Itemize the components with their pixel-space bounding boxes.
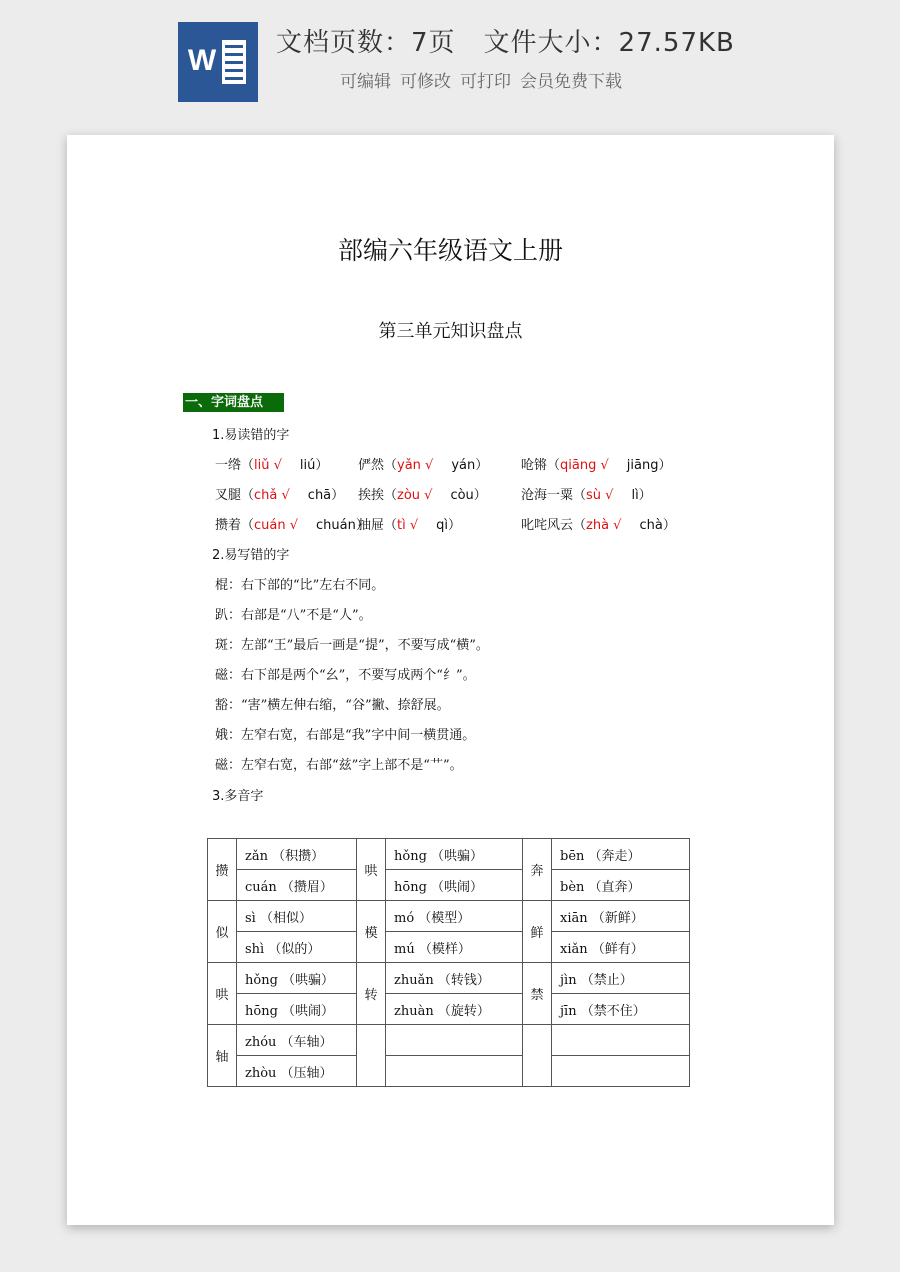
polyphone-table <box>207 838 690 1087</box>
correct-pinyin: zhà √ <box>586 518 622 533</box>
polyphone-char: 哄 <box>357 839 386 901</box>
polyphone-reading: hōng （哄闹） <box>386 870 523 901</box>
document-page <box>67 135 834 1225</box>
polyphone-reading <box>386 1025 523 1056</box>
table-row <box>208 839 690 870</box>
polyphone-char <box>523 1025 552 1087</box>
feature-modifiable: 可修改 <box>400 72 451 92</box>
polyphone-reading: hǒng （哄骗） <box>237 963 357 994</box>
polyphone-reading: hǒng （哄骗） <box>386 839 523 870</box>
feature-member-download: 会员免费下载 <box>520 72 622 92</box>
polyphone-reading: jìn （禁止） <box>552 963 690 994</box>
misread-word: 挨挨（ <box>358 488 398 503</box>
correct-pinyin: sù √ <box>586 488 614 503</box>
miswritten-line: 豁：“害”横左伸右缩，“谷”撇、捺舒展。 <box>215 698 450 713</box>
polyphone-reading: bēn （奔走） <box>552 839 690 870</box>
misread-item <box>521 514 676 533</box>
misread-word: 俨然（ <box>358 458 398 473</box>
polyphone-char <box>357 1025 386 1087</box>
feature-printable: 可打印 <box>460 72 511 92</box>
polyphone-char: 攒 <box>208 839 237 901</box>
polyphone-reading: zhòu （压轴） <box>237 1056 357 1087</box>
correct-pinyin: tì √ <box>397 518 419 533</box>
correct-pinyin: zòu √ <box>397 488 433 503</box>
polyphone-reading: mú （模样） <box>386 932 523 963</box>
miswritten-line: 趴：右部是“八”不是“人”。 <box>215 608 372 623</box>
polyphone-reading: zǎn （积攒） <box>237 839 357 870</box>
table-row <box>208 994 690 1025</box>
misread-word: 抽屉（ <box>358 518 398 533</box>
correct-pinyin: qiāng √ <box>560 458 609 473</box>
wrong-pinyin: jiāng） <box>626 458 672 473</box>
polyphone-char: 模 <box>357 901 386 963</box>
download-banner <box>0 0 900 120</box>
misread-item <box>521 484 652 503</box>
subheading-misread: 1.易读错的字 <box>212 428 290 443</box>
polyphone-reading: zhuǎn （转钱） <box>386 963 523 994</box>
polyphone-reading: bèn （直奔） <box>552 870 690 901</box>
wrong-pinyin: chā） <box>307 488 345 503</box>
document-subtitle: 第三单元知识盘点 <box>378 321 523 342</box>
section-heading: 一、字词盘点 <box>183 393 284 412</box>
page-count: 文档页数：7页 <box>276 28 456 58</box>
polyphone-reading: mó （模型） <box>386 901 523 932</box>
misread-item <box>358 454 488 473</box>
wrong-pinyin: chà） <box>639 518 676 533</box>
miswritten-line: 娥：左窄右宽，右部是“我”字中间一横贯通。 <box>215 728 476 743</box>
misread-item <box>215 454 328 473</box>
polyphone-reading: cuán （攒眉） <box>237 870 357 901</box>
miswritten-line: 棍：右下部的“比”左右不同。 <box>215 578 385 593</box>
polyphone-reading <box>552 1056 690 1087</box>
subheading-miswritten: 2.易写错的字 <box>212 548 290 563</box>
word-document-icon: W <box>178 22 258 102</box>
polyphone-reading: xiǎn （鲜有） <box>552 932 690 963</box>
correct-pinyin: cuán √ <box>254 518 299 533</box>
correct-pinyin: liǔ √ <box>254 458 282 473</box>
misread-item <box>215 514 369 533</box>
document-title: 部编六年级语文上册 <box>337 236 563 265</box>
table-row <box>208 870 690 901</box>
correct-pinyin: yǎn √ <box>397 458 434 473</box>
wrong-pinyin: còu） <box>450 488 487 503</box>
misread-word: 叉腿（ <box>215 488 255 503</box>
misread-item <box>215 484 344 503</box>
polyphone-char: 转 <box>357 963 386 1025</box>
correct-pinyin: chǎ √ <box>254 488 290 503</box>
miswritten-line: 磁：左窄右宽，右部“兹”字上部不是“艹”。 <box>215 758 463 773</box>
polyphone-reading: zhuàn （旋转） <box>386 994 523 1025</box>
polyphone-char: 轴 <box>208 1025 237 1087</box>
wrong-pinyin: qì） <box>436 518 462 533</box>
table-row <box>208 1056 690 1087</box>
polyphone-char: 禁 <box>523 963 552 1025</box>
polyphone-reading: hōng （哄闹） <box>237 994 357 1025</box>
banner-title <box>276 22 735 59</box>
feature-list <box>340 67 631 92</box>
polyphone-char: 鲜 <box>523 901 552 963</box>
misread-word: 叱咤风云（ <box>521 518 587 533</box>
misread-word: 一绺（ <box>215 458 255 473</box>
misread-item <box>358 484 487 503</box>
polyphone-reading <box>386 1056 523 1087</box>
polyphone-reading <box>552 1025 690 1056</box>
feature-editable: 可编辑 <box>340 72 391 92</box>
miswritten-line: 斑：左部“王”最后一画是“提”，不要写成“横”。 <box>215 638 489 653</box>
polyphone-reading: xiān （新鲜） <box>552 901 690 932</box>
table-row <box>208 901 690 932</box>
wrong-pinyin: lì） <box>631 488 652 503</box>
polyphone-reading: sì （相似） <box>237 901 357 932</box>
polyphone-reading: jīn （禁不住） <box>552 994 690 1025</box>
polyphone-char: 哄 <box>208 963 237 1025</box>
wrong-pinyin: liú） <box>299 458 329 473</box>
polyphone-reading: zhóu （车轴） <box>237 1025 357 1056</box>
polyphone-char: 似 <box>208 901 237 963</box>
wrong-pinyin: chuán） <box>316 518 369 533</box>
misread-word: 呛锵（ <box>521 458 561 473</box>
misread-item <box>521 454 671 473</box>
polyphone-char: 奔 <box>523 839 552 901</box>
table-row <box>208 1025 690 1056</box>
wrong-pinyin: yán） <box>451 458 489 473</box>
table-row <box>208 963 690 994</box>
subheading-polyphones: 3.多音字 <box>212 789 264 804</box>
table-row <box>208 932 690 963</box>
misread-item <box>358 514 461 533</box>
misread-word: 攒着（ <box>215 518 255 533</box>
misread-word: 沧海一粟（ <box>521 488 587 503</box>
miswritten-line: 磁：右下部是两个“幺”，不要写成两个“纟”。 <box>215 668 476 683</box>
polyphone-reading: shì （似的） <box>237 932 357 963</box>
file-size: 文件大小：27.57KB <box>483 28 735 58</box>
